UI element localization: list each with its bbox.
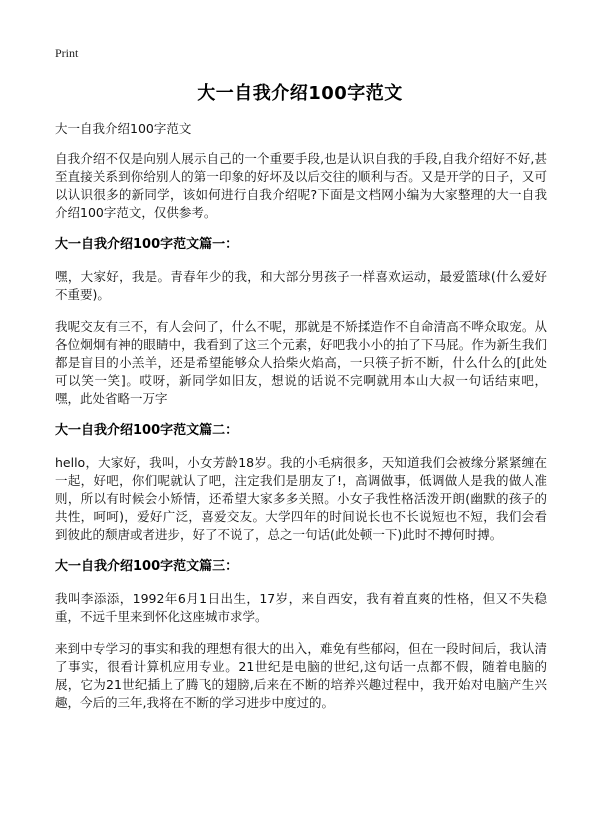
section-1-paragraph-1: 嘿，大家好，我是。青春年少的我，和大部分男孩子一样喜欢运动，最爱篮球(什么爱好不重要)。 <box>55 269 547 302</box>
section-2-paragraph-1: hello，大家好，我叫，小女芳龄18岁。我的小毛病很多，天知道我们会被缘分紧紧缠在一起，好吧，你们呢就认了吧，注定我们是朋友了!，高调做事，低调做人是我的做人准则，所以有时候会小矫情，还希望大家多多关照。小女子我性格活泼开朗(幽默的孩子的共性，呵呵)，爱好广泛，喜爱交友。大学四年的时间说长也不长说短也不短，我们会看到彼此的颓唐或者进步，好了不说了，总之一句话(此处顿一下)此时不搏何时搏。 <box>55 455 547 542</box>
print-link[interactable]: Print <box>55 46 79 60</box>
section-3-paragraph-1: 我叫李添添，1992年6月1日出生，17岁，来自西安，我有着直爽的性格，但又不失稳重，不远千里来到怀化这座城市求学。 <box>55 591 547 624</box>
section-heading-3: 大一自我介绍100字范文篇三： <box>55 559 239 574</box>
section-1-paragraph-2: 我呢交友有三不，有人会问了，什么不呢，那就是不矫揉造作不自命清高不哗众取宠。从各位炯炯有神的眼睛中，我看到了这三个元素，好吧我小小的拍了下马屁。作为新生我们都是盲目的小羔羊，还是希望能够众人拾柴火焰高，一只筷子折不断，什么什么的[此处可以笑一笑]。哎呀，新同学如旧友，想说的话说不完啊就用本山大叔一句话结束吧，嘿，此处省略一万字 <box>55 319 547 406</box>
intro-paragraph: 自我介绍不仅是向别人展示自己的一个重要手段,也是认识自我的手段,自我介绍好不好,甚至直接关系到你给别人的第一印象的好坏及以后交往的顺利与否。又是开学的日子，又可以认识很多的新同学，该如何进行自我介绍呢?下面是文档网小编为大家整理的大一自我介绍100字范文，仅供参考。 <box>55 151 547 220</box>
section-3-paragraph-2: 来到中专学习的事实和我的理想有很大的出入，难免有些郁闷，但在一段时间后，我认清了事实，很看计算机应用专业。21世纪是电脑的世纪,这句话一点都不假，随着电脑的展，它为21世纪插上了腾飞的翅膀,后来在不断的培养兴趣过程中，我开始对电脑产生兴趣，今后的三年,我将在不断的学习进步中度过的。 <box>55 641 547 710</box>
document-subtitle: 大一自我介绍100字范文 <box>55 121 192 136</box>
page-title: 大一自我介绍100字范文 <box>197 83 403 104</box>
section-heading-2: 大一自我介绍100字范文篇二： <box>55 423 239 438</box>
document-body <box>55 120 547 726</box>
section-heading-1: 大一自我介绍100字范文篇一： <box>55 237 239 252</box>
